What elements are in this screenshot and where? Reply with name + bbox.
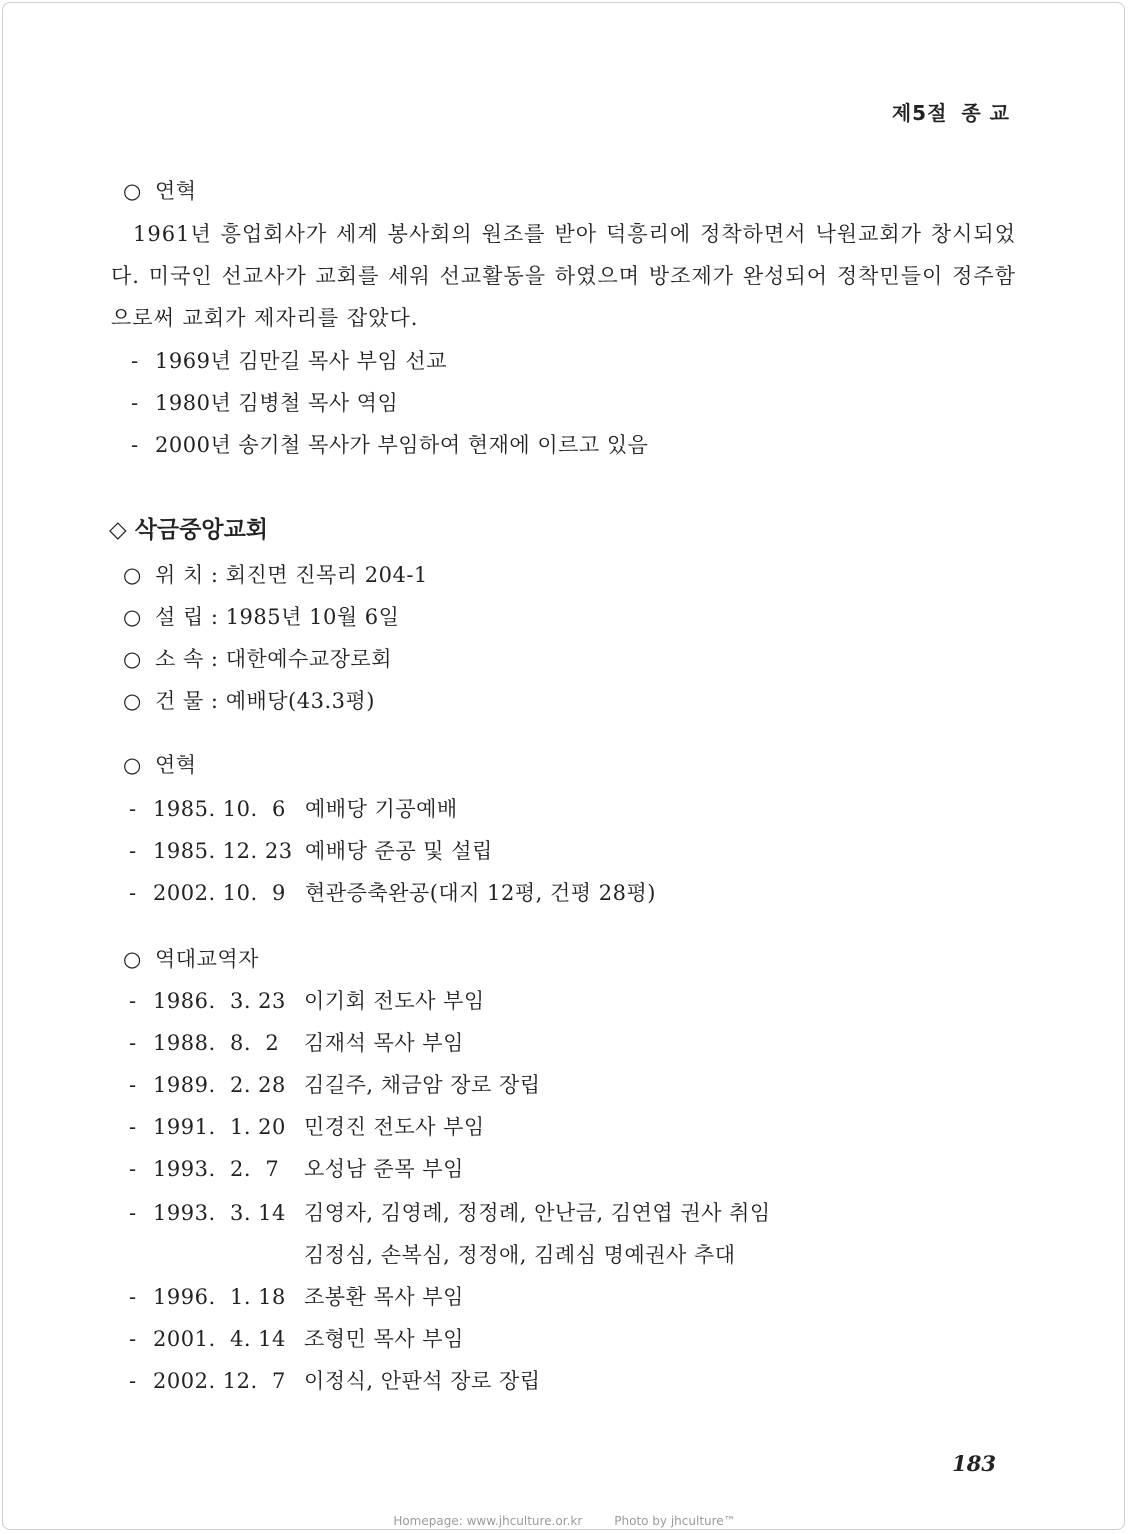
minister-row: - 1991. 1. 20 민경진 전도사 부임 — [129, 1115, 485, 1139]
minister-row: - 1986. 3. 23 이기회 전도사 부임 — [129, 989, 485, 1013]
history-row: - 1985. 12. 23 예배당 준공 및 설립 — [129, 839, 493, 863]
minister-row: - 2001. 4. 14 조형민 목사 부임 — [129, 1327, 464, 1351]
running-header — [878, 97, 1010, 126]
minister-row: - 1989. 2. 28 김길주, 채금암 장로 장립 — [129, 1073, 541, 1097]
info-row-affiliation: ○ 소 속 : 대한예수교장로회 — [123, 647, 392, 671]
diamond-bullet-icon: ◇ — [109, 517, 127, 543]
minister-row: - 2002. 12. 7 이정식, 안판석 장로 장립 — [129, 1369, 541, 1393]
page-number: 183 — [952, 1451, 996, 1476]
document-page — [2, 2, 1125, 1530]
circle-bullet-icon: ○ — [123, 647, 142, 671]
nakwon-history-paragraph: 1961년 흥업회사가 세계 봉사회의 원조를 받아 덕흥리에 정착하면서 낙원교회가 창시되었다. 미국인 선교사가 교회를 세워 선교활동을 하였으며 방조제가 완성되어 정착민들이 정주함으로써 교회가 제자리를 잡았다. — [111, 222, 1016, 330]
circle-bullet-icon: ○ — [123, 563, 142, 587]
minister-row: - 1993. 2. 7 오성남 준목 부임 — [129, 1157, 464, 1181]
info-row-building: ○ 건 물 : 예배당(43.3평) — [123, 689, 375, 713]
info-row-founded: ○ 설 립 : 1985년 10월 6일 — [123, 605, 400, 629]
circle-bullet-icon: ○ — [123, 179, 142, 203]
ministers-heading: ○ 역대교역자 — [123, 947, 259, 971]
nakwon-event: - 1969년 김만길 목사 부임 선교 — [131, 349, 448, 373]
history-row: - 1985. 10. 6 예배당 기공예배 — [129, 797, 458, 821]
circle-bullet-icon: ○ — [123, 753, 142, 777]
minister-row-continuation: 김정심, 손복심, 정정애, 김례심 명예권사 추대 — [304, 1243, 736, 1267]
circle-bullet-icon: ○ — [123, 947, 142, 971]
history-row: - 2002. 10. 9 현관증축완공(대지 12평, 건평 28평) — [129, 881, 656, 905]
nakwon-history-heading: ○ 연혁 — [123, 179, 197, 203]
info-row-location: ○ 위 치 : 회진면 진목리 204-1 — [123, 563, 428, 587]
minister-row: - 1988. 8. 2 김재석 목사 부임 — [129, 1031, 464, 1055]
minister-row: - 1996. 1. 18 조봉환 목사 부임 — [129, 1285, 464, 1309]
nakwon-event: - 1980년 김병철 목사 역임 — [131, 391, 399, 415]
photo-credit: Photo by jhculture™ — [614, 1514, 736, 1528]
footer-credits — [0, 1514, 1129, 1528]
homepage-link[interactable]: Homepage: www.jhculture.or.kr — [393, 1514, 583, 1528]
sageum-history-heading: ○ 연혁 — [123, 753, 197, 777]
section-label: 제5절 — [891, 101, 948, 125]
chapter-title: 종 교 — [961, 101, 1010, 125]
nakwon-event: - 2000년 송기철 목사가 부임하여 현재에 이르고 있음 — [131, 433, 649, 457]
circle-bullet-icon: ○ — [123, 605, 142, 629]
minister-row: - 1993. 3. 14 김영자, 김영례, 정정례, 안난금, 김연엽 권사 취임 — [129, 1201, 771, 1225]
church-title: ◇ 삭금중앙교회 — [109, 517, 269, 543]
circle-bullet-icon: ○ — [123, 689, 142, 713]
